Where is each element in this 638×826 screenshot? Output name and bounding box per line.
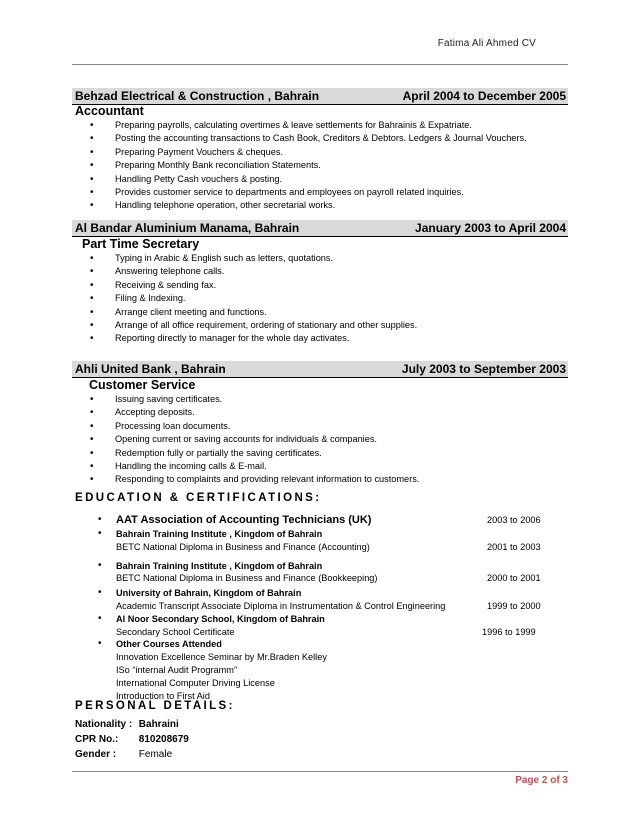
education-detail-row	[96, 541, 556, 554]
job-role: Part Time Secretary	[82, 237, 200, 251]
personal-section-title: PERSONAL DETAILS:	[75, 700, 235, 712]
duty-item: • Provides customer service to departments and employees on payroll related inquiries.	[90, 186, 527, 199]
duty-item: • Arrange client meeting and functions.	[90, 306, 417, 319]
education-detail: BETC National Diploma in Business and Finance (Accounting)	[116, 541, 370, 552]
nationality-row	[75, 717, 189, 732]
education-detail-row	[96, 600, 556, 613]
cpr-row	[75, 732, 189, 747]
education-org: Al Noor Secondary School, Kingdom of Bahrain	[116, 613, 325, 624]
education-list	[96, 512, 556, 702]
personal-details	[75, 717, 189, 762]
cpr-label: CPR No.:	[75, 734, 119, 745]
course-item: Innovation Excellence Seminar by Mr.Braden Kelley	[116, 652, 327, 663]
education-org: University of Bahrain, Kingdom of Bahrain	[116, 588, 302, 599]
duty-item: • Preparing Payment Vouchers & cheques.	[90, 146, 527, 159]
other-courses-title: Other Courses Attended	[116, 639, 222, 650]
nationality-label: Nationality :	[75, 719, 133, 730]
duty-item: • Preparing Monthly Bank reconciliation Statements.	[90, 159, 527, 172]
course-item: International Computer Driving License	[116, 677, 275, 688]
duty-item: • Responding to complaints and providing relevant information to customers.	[90, 473, 419, 486]
duty-item: • Typing in Arabic & English such as letters, quotations.	[90, 252, 417, 265]
course-item: Introduction to First Aid	[116, 690, 210, 701]
job-header	[72, 220, 568, 237]
education-entry	[96, 613, 556, 626]
education-section-title: EDUCATION & CERTIFICATIONS:	[75, 492, 322, 504]
course-item: ISo “internal Audit Programm”	[116, 664, 238, 675]
education-year: 1996 to 1999	[482, 626, 536, 637]
job-dates: April 2004 to December 2005	[402, 89, 566, 103]
education-year: 2001 to 2003	[487, 541, 541, 552]
duty-item: • Reporting directly to manager for the whole day activates.	[90, 332, 417, 345]
job-company: Behzad Electrical & Construction , Bahrain	[75, 89, 320, 103]
duty-item: • Posting the accounting transactions to Cash Book, Creditors & Debtors. Ledgers & Journal Vouchers.	[90, 132, 527, 145]
education-entry	[96, 528, 556, 541]
job-company: Ahli United Bank , Bahrain	[75, 362, 226, 376]
header-divider	[72, 64, 568, 65]
document-header-name: Fatima Ali Ahmed CV	[437, 38, 536, 49]
duty-item: • Accepting deposits.	[90, 406, 419, 419]
job-duties-list	[90, 393, 419, 487]
duty-item: • Filing & Indexing.	[90, 292, 417, 305]
education-year: 2003 to 2006	[487, 515, 541, 525]
gender-label: Gender :	[75, 749, 117, 760]
duty-item: • Processing loan documents.	[90, 420, 419, 433]
duty-item: • Handling Petty Cash vouchers & posting.	[90, 173, 527, 186]
job-duties-list	[90, 252, 417, 346]
duty-item: • Answering telephone calls.	[90, 265, 417, 278]
duty-item: • Issuing saving certificates.	[90, 393, 419, 406]
duty-item: • Arrange of all office requirement, ordering of stationary and other supplies.	[90, 319, 417, 332]
education-entry	[96, 512, 556, 528]
duty-item: • Preparing payrolls, calculating overtimes & leave settlements for Bahrainis & Expatriate.	[90, 119, 527, 132]
duty-item: • Handling telephone operation, other secretarial works.	[90, 199, 527, 212]
duty-item: • Opening current or saving accounts for individuals & companies.	[90, 433, 419, 446]
gender-value: Female	[138, 749, 173, 760]
page-number: Page 2 of 3	[515, 775, 568, 786]
job-dates: January 2003 to April 2004	[415, 221, 566, 235]
education-detail: BETC National Diploma in Business and Finance (Bookkeeping)	[116, 573, 378, 584]
education-detail: Academic Transcript Associate Diploma in Instrumentation & Control Engineering	[116, 600, 446, 611]
education-entry	[96, 560, 556, 573]
job-company: Al Bandar Aluminium Manama, Bahrain	[75, 221, 300, 235]
duty-item: • Redemption fully or partially the saving certificates.	[90, 447, 419, 460]
nationality-value: Bahraini	[138, 719, 179, 730]
education-year: 1999 to 2000	[487, 600, 541, 611]
footer-divider	[72, 771, 568, 772]
job-duties-list	[90, 119, 527, 213]
cpr-value: 810208679	[138, 734, 189, 745]
job-header	[72, 361, 568, 378]
gender-row	[75, 747, 189, 762]
education-detail-row	[96, 626, 556, 639]
job-header	[72, 88, 568, 105]
job-role: Accountant	[75, 104, 144, 118]
job-dates: July 2003 to September 2003	[401, 362, 566, 376]
education-entry	[96, 587, 556, 600]
education-detail-row	[96, 572, 556, 585]
duty-item: • Handling the incoming calls & E-mail.	[90, 460, 419, 473]
education-year: 2000 to 2001	[487, 573, 541, 584]
education-org: Bahrain Training Institute , Kingdom of Bahrain	[116, 529, 323, 539]
education-detail: Secondary School Certificate	[116, 626, 235, 637]
job-role: Customer Service	[89, 378, 196, 392]
other-courses-entry	[96, 638, 556, 651]
duty-item: • Receiving & sending fax.	[90, 279, 417, 292]
education-org: Bahrain Training Institute , Kingdom of Bahrain	[116, 560, 323, 571]
education-org: AAT Association of Accounting Technicians (UK)	[116, 514, 372, 526]
